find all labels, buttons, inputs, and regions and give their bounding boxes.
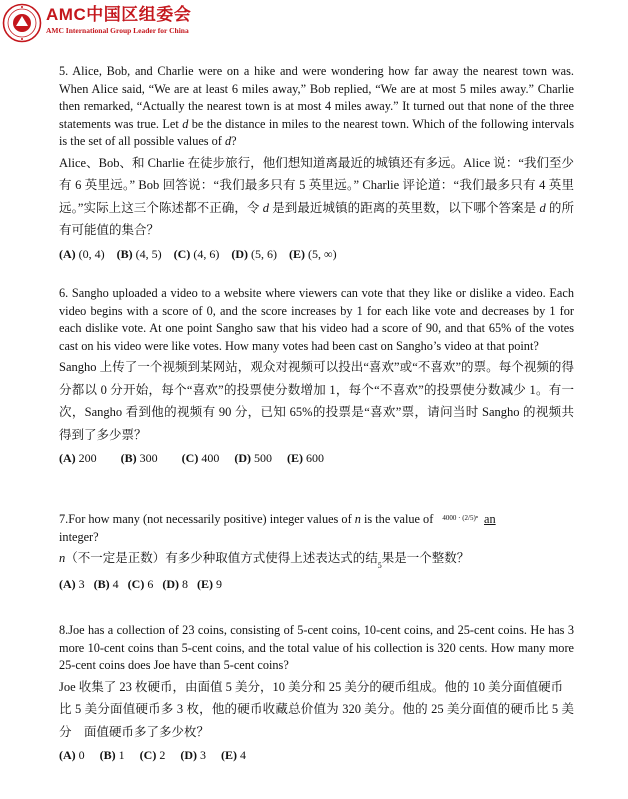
choice-e: (E) (5, ∞): [289, 246, 337, 261]
brand-title: AMC中国区组委会: [46, 5, 192, 24]
choice-c: (C) 6: [127, 576, 154, 591]
problem-8-english: 8.Joe has a collection of 23 coins, consisting of 5-cent coins, 10-cent coins, and 25-cent coins. He has 3 more 10-cent coins than 5-cent coins, and the total value of his collection is 320 cents. How many more 25-cent coins does Joe have than 5-cent coins?: [59, 623, 574, 672]
choice-b: (B) 4: [93, 576, 119, 591]
problem-6-choices: [59, 449, 574, 467]
choice-c: (C) (4, 6): [173, 246, 220, 261]
choice-d: (D) 8: [162, 576, 189, 591]
problem-5-english: 5. Alice, Bob, and Charlie were on a hike and were wondering how far away the nearest town was. When Alice said, “We are at least 6 miles away,” Bob replied, “We are at most 5 miles away.” Charlie then remarked, “Actually the nearest town is at most 4 miles away.” It turned out that none of the three statements was true. Let d be the distance in miles to the nearest town. Which of the following intervals is the set of all possible values of d?: [59, 64, 575, 148]
problem-6-chinese: Sangho 上传了一个视频到某网站，观众对视频可以投出“喜欢”或“不喜欢”的票。每个视频的得分都以 0 分开始，每个“喜欢”的投票使分数增加 1，每个“不喜欢”的投票使分数减少 1。有一次，Sangho 看到他的视频有 90 分，已知 65%的投票是“喜欢”票，请问当时 Sangho 的视频共得到了多少票？: [59, 360, 574, 442]
choice-b: (B) (4, 5): [116, 246, 162, 261]
choice-b: (B) 1: [99, 748, 125, 762]
choice-c: (C) 400: [181, 451, 220, 465]
page-header: [0, 0, 628, 48]
problem-5-choices: [59, 245, 574, 263]
problem-8: [59, 622, 574, 764]
choice-e: (E) 600: [287, 451, 325, 465]
amc-logo-icon: [2, 3, 42, 43]
problem-5: [59, 63, 574, 263]
problem-8-chinese-1: Joe 收集了 23 枚硬币，由面值 5 美分，10 美分和 25 美分的硬币组成。他的 10 美分面值硬币: [59, 679, 564, 694]
choice-b: (B) 300: [120, 451, 158, 465]
problem-8-choices: [59, 746, 574, 764]
choice-e: (E) 4: [221, 748, 247, 762]
choice-a: (A) 200: [59, 451, 97, 465]
choice-a: (A) (0, 4): [59, 246, 105, 261]
problem-6: [59, 285, 574, 467]
choice-c: (C) 2: [139, 748, 166, 762]
choice-d: (D) (5, 6): [231, 246, 278, 261]
problem-7-chinese: n（不一定是正数）有多少种取值方式使得上述表达式的结$_5$果是一个整数？: [59, 551, 470, 570]
problem-7: [59, 510, 496, 593]
choice-d: (D) 3: [180, 748, 207, 762]
expression: 4000 · (2/5)ⁿ: [442, 514, 479, 522]
problem-7-choices: [59, 575, 496, 593]
problem-5-chinese: Alice、Bob、和 Charlie 在徒步旅行，他们想知道离最近的城镇还有多远。Alice 说：“我们至少有 6 英里远。” Bob 回答说：“我们最多只有 5 英里远。” Charlie 评论道：“我们最多只有 4 英里远。”实际上这三个陈述都不正确，令 d 是到最近城镇的距离的英里数，以下哪个答案是 d 的所有可能值的集合？: [59, 155, 574, 237]
choice-a: (A) 0: [59, 748, 85, 762]
problem-6-english: 6. Sangho uploaded a video to a website where viewers can vote that they like or dislike a video. Each video begins with a score of 0, and the score increases by 1 for each like vote and decreases by 1 for each dislike vote. At one point Sangho saw that his video had a score of 90, and that 65% of the votes cast on his video were like votes. How many votes had been cast on Sangho’s video at that point?: [59, 286, 574, 353]
choice-d: (D) 500: [234, 451, 273, 465]
problem-7-english: 7.For how many (not necessarily positive) integer values of n is the value of $^{4000 \cdot (2/5)^n}$ an: [59, 512, 496, 526]
problem-8-chinese-2: 比 5 美分面值硬币多 3 枚，他的硬币收藏总价值为 320 美分。他的 25 美分面值的硬币比 5 美分 面值硬币多了多少枚？: [59, 702, 574, 739]
choice-a: (A) 3: [59, 576, 85, 591]
choice-e: (E) 9: [197, 576, 223, 591]
brand-subtitle: AMC International Group Leader for China: [46, 26, 189, 35]
problem-7-english-cont: integer?: [59, 529, 99, 544]
brand: [46, 5, 191, 36]
